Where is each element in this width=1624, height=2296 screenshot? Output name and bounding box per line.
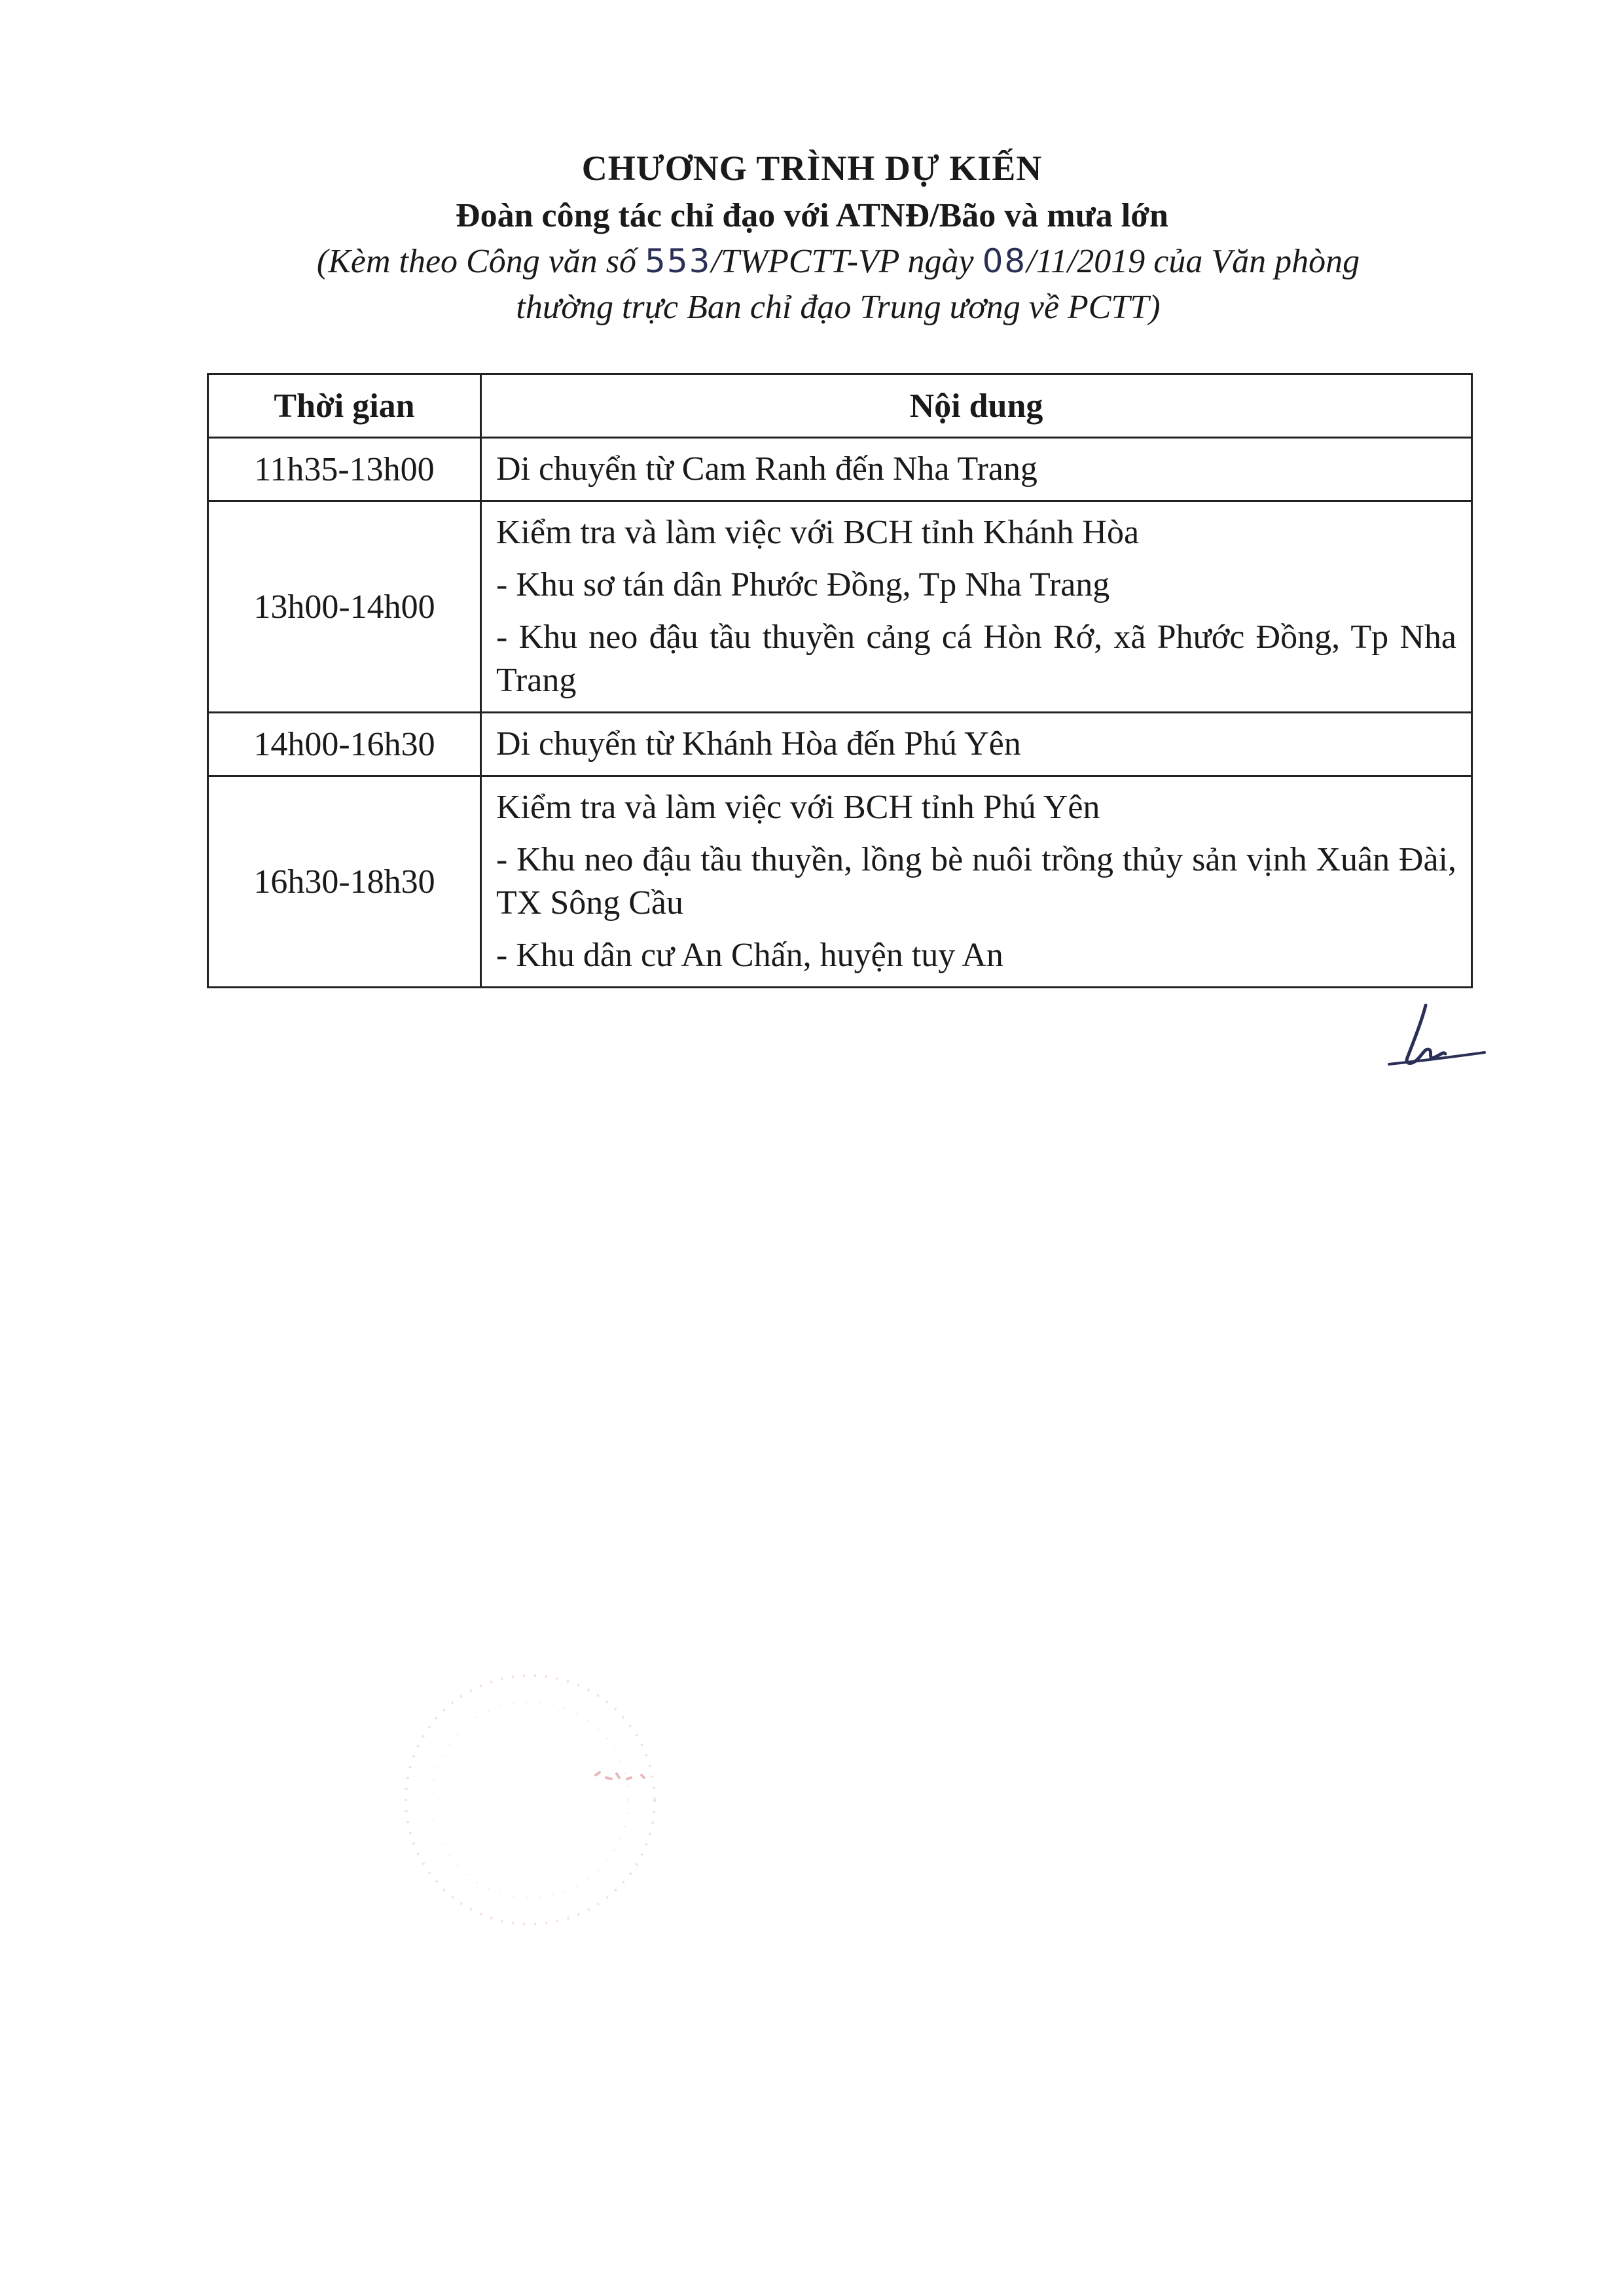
row-content [481, 438, 1472, 501]
content-line: Kiểm tra và làm việc với BCH tỉnh Phú Yên [496, 789, 1100, 826]
row-time: 13h00-14h00 [208, 501, 481, 713]
header-time: Thời gian [208, 374, 481, 438]
reference-note-prefix: (Kèm theo Công văn số [316, 243, 645, 280]
content-line: - Khu dân cư An Chấn, huyện tuy An [496, 937, 1003, 974]
table-row [208, 438, 1472, 501]
table-row [208, 713, 1472, 776]
row-time: 11h35-13h00 [208, 438, 481, 501]
schedule-table [207, 373, 1473, 988]
content-line: - Khu sơ tán dân Phước Đồng, Tp Nha Trang [496, 566, 1110, 603]
handwritten-initial-icon [1388, 1001, 1486, 1073]
header-content: Nội dung [481, 374, 1472, 438]
content-line: Di chuyển từ Cam Ranh đến Nha Trang [496, 450, 1038, 488]
content-line: - Khu neo đậu tầu thuyền cảng cá Hòn Rớ, xã Phước Đồng, Tp Nha Trang [496, 619, 1456, 699]
reference-note-line-1 [26, 242, 1624, 281]
content-line: Kiểm tra và làm việc với BCH tỉnh Khánh Hòa [496, 514, 1140, 551]
row-time: 14h00-16h30 [208, 713, 481, 776]
handwritten-doc-number: 553 [645, 242, 712, 280]
row-content [481, 776, 1472, 988]
table-row [208, 776, 1472, 988]
reference-note-date-tail: /11/2019 của Văn phòng [1026, 243, 1360, 280]
row-content [481, 501, 1472, 713]
table-header-row [208, 374, 1472, 438]
document-subtitle: Đoàn công tác chỉ đạo với ATNĐ/Bão và mưa lớn [456, 197, 1168, 234]
content-line: Di chuyển từ Khánh Hòa đến Phú Yên [496, 725, 1021, 762]
document-title: CHƯƠNG TRÌNH DỰ KIẾN [581, 149, 1043, 188]
reference-note-line-2: thường trực Ban chỉ đạo Trung ương về PCTT) [516, 289, 1161, 326]
handwritten-day: 08 [982, 242, 1027, 280]
table-row [208, 501, 1472, 713]
row-content [481, 713, 1472, 776]
faded-seal-icon [386, 1662, 674, 1937]
content-line: - Khu neo đậu tầu thuyền, lồng bè nuôi trồng thủy sản vịnh Xuân Đài, TX Sông Cầu [496, 841, 1456, 922]
reference-note-code: /TWPCTT-VP ngày [711, 243, 983, 280]
row-time: 16h30-18h30 [208, 776, 481, 988]
